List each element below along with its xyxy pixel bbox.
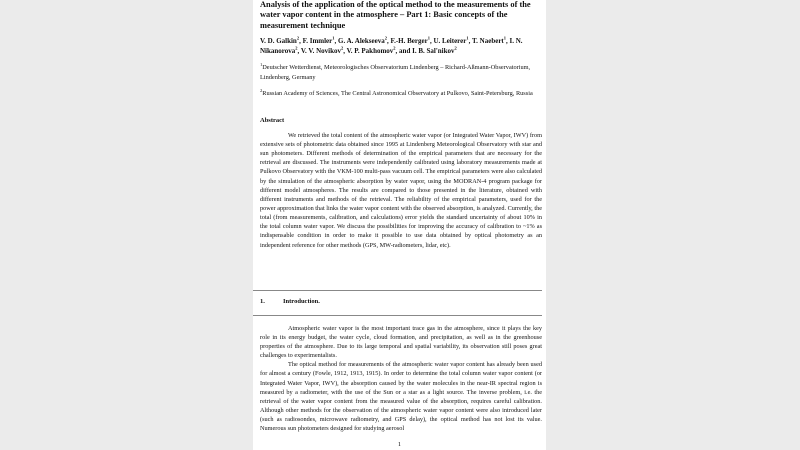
affiliation-2 bbox=[260, 89, 542, 99]
page-number: 1 bbox=[397, 441, 402, 448]
author-affiliation-marker: 1 bbox=[427, 35, 430, 41]
author-affiliation-marker: 2 bbox=[393, 45, 396, 51]
affiliation-1-text: Deutscher Wetterdienst, Meteorologisches Observatorium Lindenberg – Richard-Aßmann-Observatorium, Lindenberg, Germany bbox=[260, 64, 531, 81]
abstract-heading: Abstract bbox=[260, 116, 285, 124]
section-number: 1. bbox=[260, 298, 265, 305]
section-divider bbox=[253, 290, 542, 291]
paper-title: Analysis of the application of the optical method to the measurements of the water vapor content in the atmosphere – Part 1: Basic concepts of the measurement technique bbox=[260, 0, 531, 30]
page-content bbox=[260, 0, 542, 250]
author-affiliation-marker: 1 bbox=[332, 35, 335, 41]
author-affiliation-marker: 2 bbox=[454, 45, 457, 51]
author-name: F.-H. Berger bbox=[390, 37, 428, 46]
body-paragraph-2: The optical method for measurements of the atmospheric water vapor content has already been used for almost a century (Fowle, 1912, 1913, 1915). In order to determine the total column water vapor content (or Integrated Water Vapor, IWV), the absorption caused by the water molecules in the near-IR spectral region is measured by a radiometer, with the use of the Sun or a star as a light source. The inverse problem, i.e. the retrieval of the water vapor content from the measured value of the absorption, requires careful calibration. Although other methods for the observation of the atmospheric water vapor content were also introduced later (such as radiosondes, microwave radiometry, and GPS delay), the optical method has not lost its value. Numerous sun photometers designed for studying aerosol bbox=[260, 361, 542, 433]
author-affiliation-marker: 2 bbox=[295, 45, 298, 51]
author-name: V. V. Novikov bbox=[300, 47, 341, 56]
author-name: T. Naebert bbox=[472, 37, 504, 46]
affiliation-1-marker: 1 bbox=[260, 62, 263, 68]
author-name: U. Leiterer bbox=[433, 37, 467, 46]
author-affiliation-marker: 1 bbox=[503, 35, 507, 41]
body-paragraph-1: Atmospheric water vapor is the most important trace gas in the atmosphere, since it plays the key role in its energy budget, the water cycle, cloud formation, and precipitation, as well as in the greenhouse properties of the atmosphere. Due to its large temporal and spatial variability, its observation still poses great challenges to experimentalists. bbox=[260, 325, 542, 360]
author-name: V. D. Galkin bbox=[260, 37, 297, 46]
affiliation-2-marker: 2 bbox=[260, 88, 263, 94]
body-text bbox=[260, 324, 542, 433]
author-affiliation-marker: 2 bbox=[384, 35, 387, 41]
section-title: Introduction. bbox=[283, 298, 320, 305]
abstract-text: We retrieved the total content of the atmospheric water vapor (or Integrated Water Vapor, IWV) from extensive sets of photometric data obtained since 1995 at Lindenberg Meteorological Observatory with star and sun photometers. Different methods of determination of the empirical parameters that are necessary for the retrieval are discussed. The instruments were independently calibrated using laboratory measurements made at Pulkovo Observatory with the VKM-100 multi-pass vacuum cell. The empirical parameters were also calculated by the simulation of the atmospheric absorption by water vapor, using the MODRAN-4 program package for different model atmospheres. The results are compared to those presented in the literature, obtained with different instruments and methods of the retrieval. The reliability of the empirical parameters, used for the power approximation that links the water vapor content with the observed absorption, is analyzed. Currently, the total (from measurements, calibration, and calculations) error yields the standard uncertainty of about 10% in the total column water vapor. We discuss the possibilities for improving the accuracy of calibration to ~1% as indispensable condition in order to make it possible to use data obtained by optical photometry as an independent reference for other methods (GPS, MW-radiometers, lidar, etc). bbox=[260, 131, 542, 249]
affiliation-1 bbox=[260, 63, 542, 82]
author-affiliation-marker: 1 bbox=[466, 35, 469, 41]
author-affiliation-marker: 2 bbox=[296, 35, 300, 41]
author-list: V. D. Galkin$^2$, F. Immler$^1$, G. A. Alekseeva$^2$, F.-H. Berger$^1$, U. Leiterer$^1$, T. Naebert$^1$, I. N. Nikanorova$^2$, V. V. Novikov$^2$, V. P. Pakhomov$^2$, and I. B. Sal'nikov$^2$ bbox=[260, 35, 523, 56]
author-name: I. N. Nikanorova bbox=[260, 37, 523, 56]
section-heading bbox=[260, 298, 320, 305]
section-divider-bottom bbox=[253, 315, 542, 316]
author-name: I. B. Sal'nikov bbox=[412, 47, 455, 56]
author-name: V. P. Pakhomov bbox=[346, 47, 394, 56]
author-affiliation-marker: 2 bbox=[340, 45, 344, 51]
affiliation-2-text: Russian Academy of Sciences, The Central Astronomical Observatory at Pulkovo, Saint-Petersburg, Russia bbox=[262, 90, 533, 98]
author-name: F. Immler bbox=[302, 37, 333, 46]
document-page bbox=[253, 0, 546, 450]
author-name: G. A. Alekseeva bbox=[338, 37, 385, 46]
